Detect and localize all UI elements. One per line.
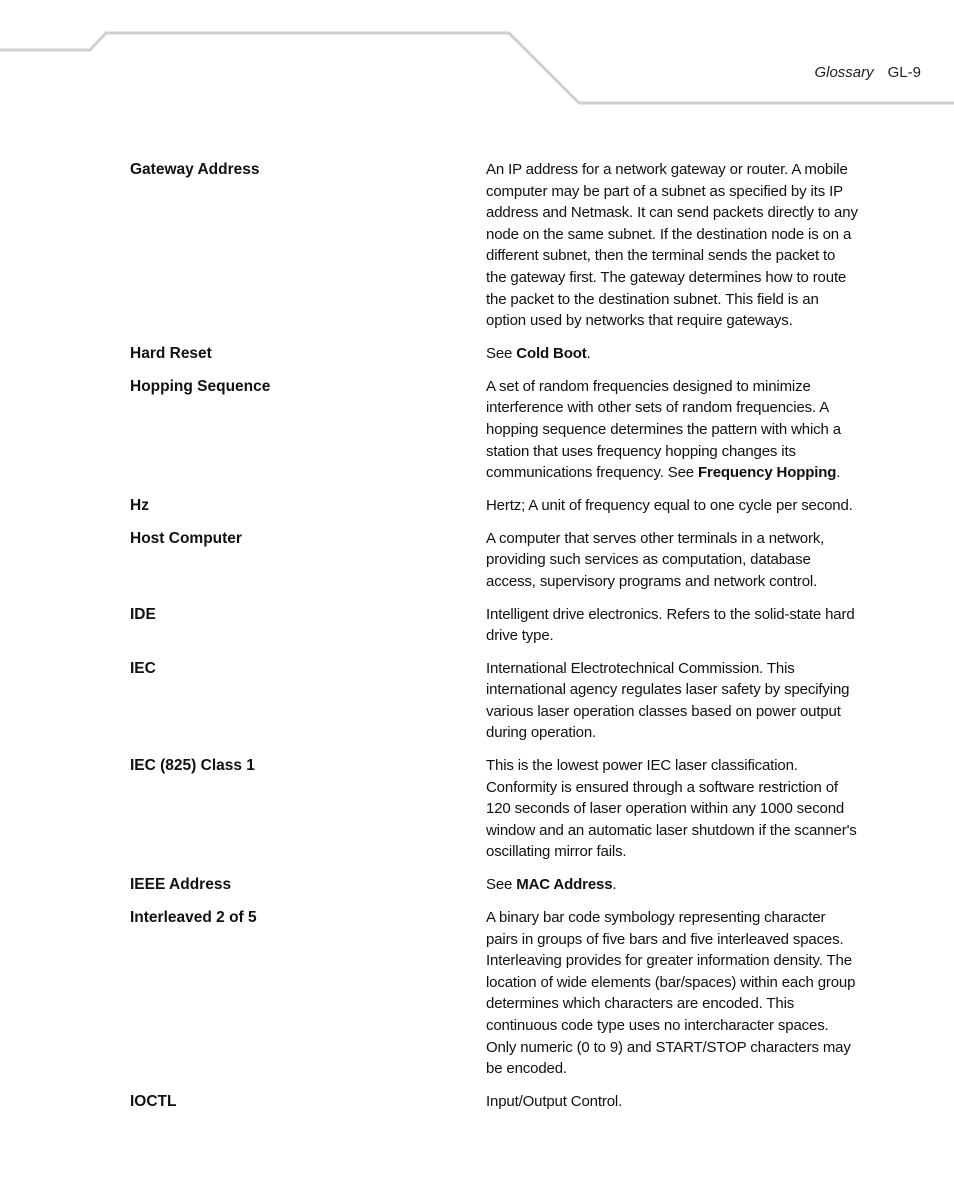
cross-reference: Frequency Hopping <box>698 464 837 482</box>
glossary-definition <box>486 159 858 332</box>
glossary-term: Hard Reset <box>130 344 212 362</box>
glossary-definition <box>486 907 858 1080</box>
glossary-entry <box>130 658 870 744</box>
glossary-term: IEC <box>130 659 156 677</box>
glossary-entry <box>130 1091 870 1113</box>
definition-text: . <box>586 344 591 362</box>
glossary-entry <box>130 907 870 1080</box>
glossary-definition <box>486 343 858 365</box>
definition-text: International Electrotechnical Commission. This international agency regulates laser safety by specifying various laser operation classes based on power output during operation. <box>486 659 850 742</box>
glossary-term: IOCTL <box>130 1092 177 1110</box>
definition-text: Intelligent drive electronics. Refers to the solid-state hard drive type. <box>486 605 855 645</box>
glossary-entry <box>130 343 870 365</box>
glossary-term: Interleaved 2 of 5 <box>130 909 257 927</box>
glossary-definition <box>486 658 858 744</box>
glossary-entry <box>130 874 870 896</box>
definition-text: . <box>612 876 617 894</box>
definition-text: Hertz; A unit of frequency equal to one cycle per second. <box>486 496 853 514</box>
glossary-entry <box>130 495 870 517</box>
glossary-entry <box>130 159 870 332</box>
page-header <box>814 64 921 81</box>
page-number: GL-9 <box>887 64 921 81</box>
section-title: Glossary <box>814 64 874 81</box>
glossary-definition <box>486 755 858 863</box>
glossary-definition <box>486 604 858 647</box>
definition-text: A set of random frequencies designed to minimize interference with other sets of random frequencies. A hopping sequence determines the pattern with which a station that uses frequency hopping changes its communications frequency. See <box>486 377 841 482</box>
glossary-definition <box>486 1091 858 1113</box>
glossary-list <box>130 159 870 1124</box>
glossary-term: Host Computer <box>130 529 242 547</box>
cross-reference: Cold Boot <box>516 344 587 362</box>
glossary-term: IEEE Address <box>130 876 232 894</box>
glossary-entry <box>130 376 870 484</box>
definition-text: An IP address for a network gateway or router. A mobile computer may be part of a subnet as specified by its IP address and Netmask. It can send packets directly to any node on the same subnet. If the destination node is on a different subnet, then the terminal sends the packet to the gateway first. The gateway determines how to route the packet to the destination subnet. This field is an option used by networks that require gateways. <box>486 161 858 330</box>
glossary-definition <box>486 376 858 484</box>
header-decoration <box>0 0 954 110</box>
glossary-term: IEC (825) Class 1 <box>130 757 255 775</box>
glossary-entry <box>130 755 870 863</box>
glossary-term: Hopping Sequence <box>130 377 271 395</box>
definition-text: A binary bar code symbology representing character pairs in groups of five bars and five interleaved spaces. Interleaving provides for greater information density. The location of wide elements (bar/spaces) within each group determines which characters are encoded. This continuous code type uses no intercharacter spaces. Only numeric (0 to 9) and START/STOP characters may be encoded. <box>486 909 856 1078</box>
glossary-entry <box>130 528 870 593</box>
cross-reference: MAC Address <box>516 876 613 894</box>
definition-text: See <box>486 344 517 362</box>
glossary-definition <box>486 528 858 593</box>
definition-text: This is the lowest power IEC laser classification. Conformity is ensured through a software restriction of 120 seconds of laser operation within any 1000 second window and an automatic laser shutdown if the scanner's oscillating mirror fails. <box>486 757 857 861</box>
definition-text: A computer that serves other terminals in a network, providing such services as computation, database access, supervisory programs and network control. <box>486 529 825 590</box>
glossary-term: Hz <box>130 496 149 514</box>
glossary-definition <box>486 495 858 517</box>
glossary-term: Gateway Address <box>130 161 260 178</box>
definition-text: . <box>836 464 841 482</box>
glossary-term: IDE <box>130 605 156 623</box>
glossary-definition <box>486 874 858 896</box>
glossary-entry <box>130 604 870 647</box>
definition-text: Input/Output Control. <box>486 1092 623 1110</box>
definition-text: See <box>486 876 517 894</box>
